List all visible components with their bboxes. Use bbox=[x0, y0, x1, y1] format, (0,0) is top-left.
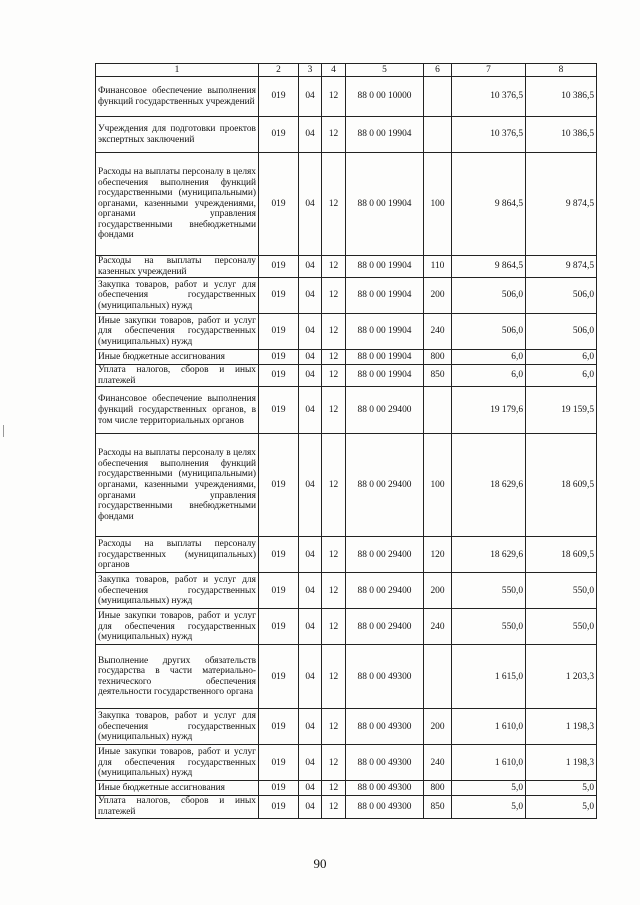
amount-col8-cell: 9 874,5 bbox=[526, 153, 597, 256]
subsection-cell: 12 bbox=[322, 77, 346, 117]
section-cell: 04 bbox=[299, 645, 322, 709]
amount-col7-cell: 1 610,0 bbox=[452, 745, 526, 781]
amount-col8-cell: 550,0 bbox=[526, 573, 597, 609]
section-cell: 04 bbox=[299, 117, 322, 153]
subsection-cell: 12 bbox=[322, 796, 346, 818]
subsection-cell: 12 bbox=[322, 745, 346, 781]
subsection-cell: 12 bbox=[322, 609, 346, 645]
expense-type-cell bbox=[424, 645, 452, 709]
expense-type-cell: 200 bbox=[424, 278, 452, 314]
target-article-cell: 88 0 00 19904 bbox=[346, 365, 424, 387]
amount-col7-cell: 6,0 bbox=[452, 350, 526, 365]
table-row bbox=[96, 365, 597, 387]
header-cell: 5 bbox=[346, 64, 424, 77]
row-name-cell: Иные бюджетные ассигнования bbox=[96, 781, 259, 796]
table-row bbox=[96, 117, 597, 153]
target-article-cell: 88 0 00 49300 bbox=[346, 645, 424, 709]
row-name-cell: Выполнение других обязательств государства в части материально-технического обеспечения деятельности государственного органа bbox=[96, 645, 259, 709]
table-row bbox=[96, 350, 597, 365]
section-cell: 04 bbox=[299, 781, 322, 796]
row-name-cell: Расходы на выплаты персоналу в целях обеспечения выполнения функций государственными (муниципальными) органами, казенными учреждениями, органами управления государственными внебюджетными фондами bbox=[96, 434, 259, 537]
amount-col8-cell: 506,0 bbox=[526, 314, 597, 350]
subsection-cell: 12 bbox=[322, 365, 346, 387]
row-name-cell: Уплата налогов, сборов и иных платежей bbox=[96, 796, 259, 818]
expense-type-cell: 200 bbox=[424, 709, 452, 745]
amount-col7-cell: 506,0 bbox=[452, 278, 526, 314]
admin-code-cell: 019 bbox=[259, 537, 299, 573]
scan-edge-mark bbox=[3, 425, 4, 437]
admin-code-cell: 019 bbox=[259, 256, 299, 278]
row-name-cell: Учреждения для подготовки проектов экспертных заключений bbox=[96, 117, 259, 153]
expense-type-cell: 850 bbox=[424, 796, 452, 818]
table-row bbox=[96, 278, 597, 314]
table-row bbox=[96, 153, 597, 256]
amount-col7-cell: 9 864,5 bbox=[452, 256, 526, 278]
target-article-cell: 88 0 00 19904 bbox=[346, 314, 424, 350]
row-name-cell: Расходы на выплаты персоналу в целях обеспечения выполнения функций государственными (муниципальными) органами, казенными учреждениями, органами управления государственными внебюджетными фондами bbox=[96, 153, 259, 256]
admin-code-cell: 019 bbox=[259, 278, 299, 314]
expense-type-cell: 240 bbox=[424, 314, 452, 350]
table-row bbox=[96, 314, 597, 350]
row-name-cell: Финансовое обеспечение выполнения функций государственных органов, в том числе территориальных органов bbox=[96, 387, 259, 434]
admin-code-cell: 019 bbox=[259, 709, 299, 745]
expense-type-cell: 850 bbox=[424, 365, 452, 387]
target-article-cell: 88 0 00 29400 bbox=[346, 387, 424, 434]
table-row bbox=[96, 77, 597, 117]
admin-code-cell: 019 bbox=[259, 77, 299, 117]
expense-type-cell: 100 bbox=[424, 434, 452, 537]
row-name-cell: Иные бюджетные ассигнования bbox=[96, 350, 259, 365]
amount-col8-cell: 1 198,3 bbox=[526, 745, 597, 781]
amount-col8-cell: 6,0 bbox=[526, 350, 597, 365]
amount-col7-cell: 9 864,5 bbox=[452, 153, 526, 256]
table-row bbox=[96, 709, 597, 745]
budget-table bbox=[95, 63, 597, 819]
subsection-cell: 12 bbox=[322, 314, 346, 350]
target-article-cell: 88 0 00 29400 bbox=[346, 537, 424, 573]
table-row bbox=[96, 781, 597, 796]
amount-col7-cell: 5,0 bbox=[452, 796, 526, 818]
section-cell: 04 bbox=[299, 256, 322, 278]
expense-type-cell bbox=[424, 117, 452, 153]
target-article-cell: 88 0 00 29400 bbox=[346, 434, 424, 537]
amount-col8-cell: 19 159,5 bbox=[526, 387, 597, 434]
admin-code-cell: 019 bbox=[259, 781, 299, 796]
section-cell: 04 bbox=[299, 387, 322, 434]
target-article-cell: 88 0 00 49300 bbox=[346, 709, 424, 745]
amount-col8-cell: 5,0 bbox=[526, 796, 597, 818]
amount-col8-cell: 5,0 bbox=[526, 781, 597, 796]
section-cell: 04 bbox=[299, 709, 322, 745]
amount-col8-cell: 10 386,5 bbox=[526, 117, 597, 153]
table-row bbox=[96, 434, 597, 537]
subsection-cell: 12 bbox=[322, 434, 346, 537]
admin-code-cell: 019 bbox=[259, 314, 299, 350]
expense-type-cell: 120 bbox=[424, 537, 452, 573]
subsection-cell: 12 bbox=[322, 573, 346, 609]
table-row bbox=[96, 537, 597, 573]
target-article-cell: 88 0 00 19904 bbox=[346, 117, 424, 153]
header-cell: 3 bbox=[299, 64, 322, 77]
header-cell: 8 bbox=[526, 64, 597, 77]
expense-type-cell: 110 bbox=[424, 256, 452, 278]
row-name-cell: Расходы на выплаты персоналу казенных учреждений bbox=[96, 256, 259, 278]
amount-col8-cell: 9 874,5 bbox=[526, 256, 597, 278]
section-cell: 04 bbox=[299, 350, 322, 365]
admin-code-cell: 019 bbox=[259, 387, 299, 434]
subsection-cell: 12 bbox=[322, 278, 346, 314]
section-cell: 04 bbox=[299, 609, 322, 645]
amount-col7-cell: 19 179,6 bbox=[452, 387, 526, 434]
expense-type-cell: 800 bbox=[424, 781, 452, 796]
table-row bbox=[96, 609, 597, 645]
section-cell: 04 bbox=[299, 365, 322, 387]
amount-col7-cell: 1 615,0 bbox=[452, 645, 526, 709]
expense-type-cell bbox=[424, 77, 452, 117]
expense-type-cell bbox=[424, 387, 452, 434]
amount-col8-cell: 10 386,5 bbox=[526, 77, 597, 117]
row-name-cell: Расходы на выплаты персоналу государственных (муниципальных) органов bbox=[96, 537, 259, 573]
admin-code-cell: 019 bbox=[259, 573, 299, 609]
amount-col7-cell: 18 629,6 bbox=[452, 434, 526, 537]
amount-col8-cell: 1 198,3 bbox=[526, 709, 597, 745]
row-name-cell: Иные закупки товаров, работ и услуг для обеспечения государственных (муниципальных) нужд bbox=[96, 609, 259, 645]
amount-col8-cell: 550,0 bbox=[526, 609, 597, 645]
row-name-cell: Иные закупки товаров, работ и услуг для обеспечения государственных (муниципальных) нужд bbox=[96, 314, 259, 350]
row-name-cell: Иные закупки товаров, работ и услуг для обеспечения государственных (муниципальных) нужд bbox=[96, 745, 259, 781]
row-name-cell: Закупка товаров, работ и услуг для обеспечения государственных (муниципальных) нужд bbox=[96, 278, 259, 314]
amount-col7-cell: 6,0 bbox=[452, 365, 526, 387]
admin-code-cell: 019 bbox=[259, 434, 299, 537]
amount-col8-cell: 1 203,3 bbox=[526, 645, 597, 709]
admin-code-cell: 019 bbox=[259, 645, 299, 709]
target-article-cell: 88 0 00 49300 bbox=[346, 796, 424, 818]
table-row bbox=[96, 573, 597, 609]
target-article-cell: 88 0 00 19904 bbox=[346, 278, 424, 314]
row-name-cell: Закупка товаров, работ и услуг для обеспечения государственных (муниципальных) нужд bbox=[96, 573, 259, 609]
admin-code-cell: 019 bbox=[259, 796, 299, 818]
table-header-row bbox=[96, 64, 597, 77]
amount-col7-cell: 10 376,5 bbox=[452, 117, 526, 153]
subsection-cell: 12 bbox=[322, 645, 346, 709]
table-row bbox=[96, 256, 597, 278]
admin-code-cell: 019 bbox=[259, 117, 299, 153]
section-cell: 04 bbox=[299, 434, 322, 537]
amount-col7-cell: 550,0 bbox=[452, 573, 526, 609]
header-cell: 6 bbox=[424, 64, 452, 77]
section-cell: 04 bbox=[299, 745, 322, 781]
header-cell: 2 bbox=[259, 64, 299, 77]
subsection-cell: 12 bbox=[322, 350, 346, 365]
amount-col8-cell: 18 609,5 bbox=[526, 537, 597, 573]
amount-col7-cell: 550,0 bbox=[452, 609, 526, 645]
expense-type-cell: 240 bbox=[424, 745, 452, 781]
row-name-cell: Уплата налогов, сборов и иных платежей bbox=[96, 365, 259, 387]
section-cell: 04 bbox=[299, 796, 322, 818]
admin-code-cell: 019 bbox=[259, 609, 299, 645]
amount-col7-cell: 5,0 bbox=[452, 781, 526, 796]
subsection-cell: 12 bbox=[322, 387, 346, 434]
subsection-cell: 12 bbox=[322, 256, 346, 278]
expense-type-cell: 800 bbox=[424, 350, 452, 365]
header-cell: 1 bbox=[96, 64, 259, 77]
admin-code-cell: 019 bbox=[259, 153, 299, 256]
expense-type-cell: 100 bbox=[424, 153, 452, 256]
amount-col7-cell: 10 376,5 bbox=[452, 77, 526, 117]
header-cell: 4 bbox=[322, 64, 346, 77]
table-row bbox=[96, 387, 597, 434]
subsection-cell: 12 bbox=[322, 153, 346, 256]
subsection-cell: 12 bbox=[322, 781, 346, 796]
admin-code-cell: 019 bbox=[259, 745, 299, 781]
amount-col7-cell: 506,0 bbox=[452, 314, 526, 350]
amount-col7-cell: 18 629,6 bbox=[452, 537, 526, 573]
target-article-cell: 88 0 00 29400 bbox=[346, 573, 424, 609]
section-cell: 04 bbox=[299, 278, 322, 314]
amount-col7-cell: 1 610,0 bbox=[452, 709, 526, 745]
admin-code-cell: 019 bbox=[259, 350, 299, 365]
expense-type-cell: 240 bbox=[424, 609, 452, 645]
subsection-cell: 12 bbox=[322, 117, 346, 153]
table-row bbox=[96, 645, 597, 709]
section-cell: 04 bbox=[299, 153, 322, 256]
section-cell: 04 bbox=[299, 314, 322, 350]
target-article-cell: 88 0 00 19904 bbox=[346, 350, 424, 365]
amount-col8-cell: 6,0 bbox=[526, 365, 597, 387]
table-row bbox=[96, 796, 597, 818]
target-article-cell: 88 0 00 10000 bbox=[346, 77, 424, 117]
row-name-cell: Закупка товаров, работ и услуг для обеспечения государственных (муниципальных) нужд bbox=[96, 709, 259, 745]
header-cell: 7 bbox=[452, 64, 526, 77]
target-article-cell: 88 0 00 49300 bbox=[346, 781, 424, 796]
target-article-cell: 88 0 00 19904 bbox=[346, 256, 424, 278]
amount-col8-cell: 506,0 bbox=[526, 278, 597, 314]
section-cell: 04 bbox=[299, 77, 322, 117]
section-cell: 04 bbox=[299, 573, 322, 609]
table-row bbox=[96, 745, 597, 781]
admin-code-cell: 019 bbox=[259, 365, 299, 387]
table-body bbox=[96, 77, 597, 819]
target-article-cell: 88 0 00 29400 bbox=[346, 609, 424, 645]
section-cell: 04 bbox=[299, 537, 322, 573]
subsection-cell: 12 bbox=[322, 709, 346, 745]
page-number: 90 bbox=[313, 856, 327, 871]
target-article-cell: 88 0 00 49300 bbox=[346, 745, 424, 781]
expense-type-cell: 200 bbox=[424, 573, 452, 609]
row-name-cell: Финансовое обеспечение выполнения функций государственных учреждений bbox=[96, 77, 259, 117]
target-article-cell: 88 0 00 19904 bbox=[346, 153, 424, 256]
amount-col8-cell: 18 609,5 bbox=[526, 434, 597, 537]
subsection-cell: 12 bbox=[322, 537, 346, 573]
